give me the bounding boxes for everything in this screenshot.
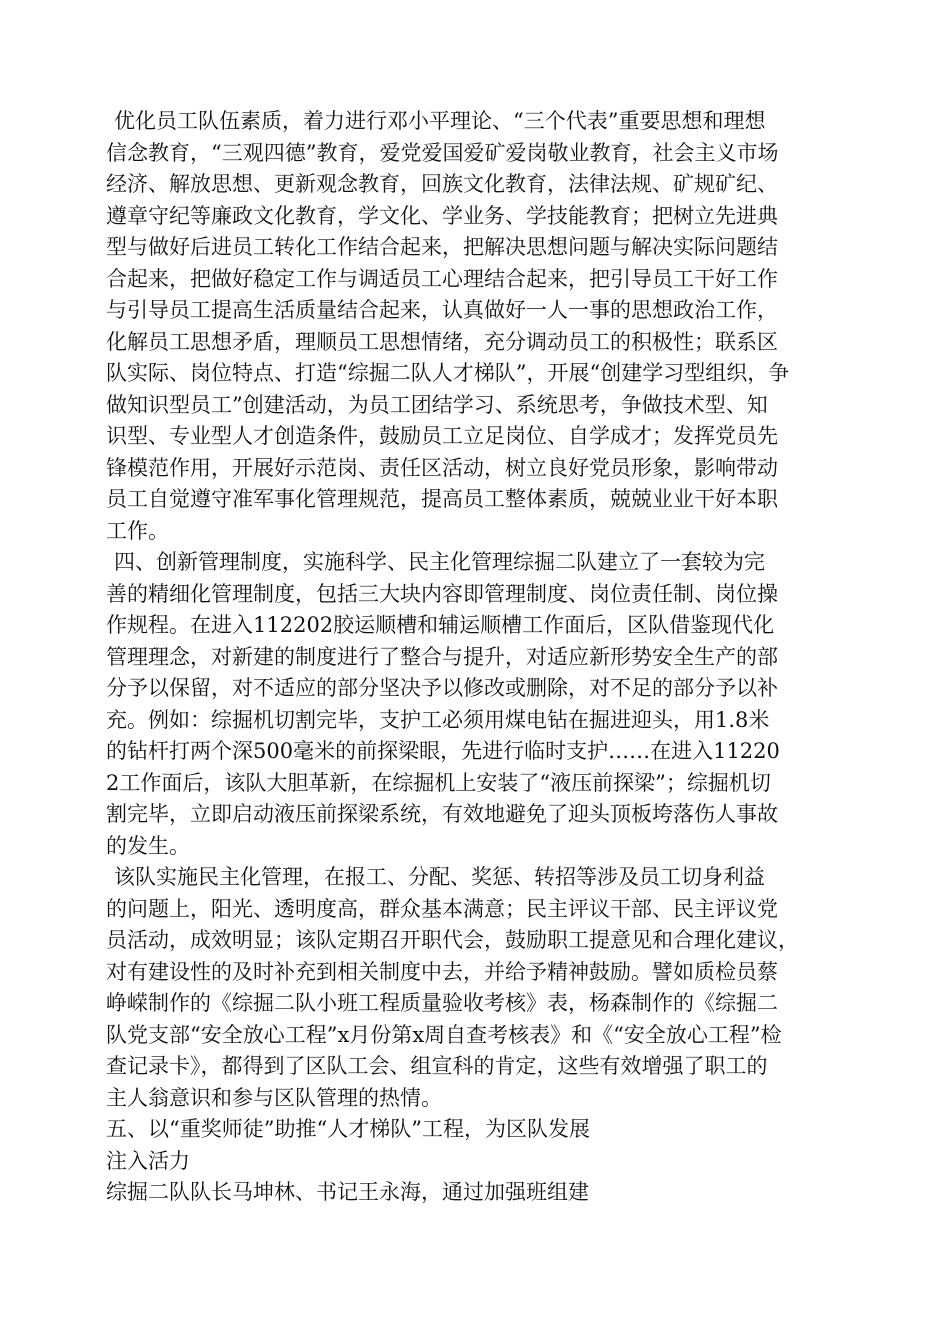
text-line: 队实际、岗位特点、打造“综掘二队人才梯队”，开展“创建学习型组织，争 [106, 361, 790, 385]
text-line: 型与做好后进员工转化工作结合起来，把解决思想问题与解决实际问题结 [106, 235, 778, 259]
text-line: 员活动，成效明显；该队定期召开职代会，鼓励职工提意见和合理化建议， [106, 928, 799, 952]
text-line: 队党支部“安全放心工程”x月份第x周自查考核表》和《“安全放心工程”检 [106, 1022, 782, 1047]
text-line: 分予以保留，对不适应的部分坚决予以修改或删除，对不足的部分予以补 [106, 676, 778, 700]
text-line: 2工作面后，该队大胆革新，在综掘机上安装了“液压前探梁”；综掘机切 [106, 770, 771, 795]
text-line: 工作。 [106, 518, 169, 543]
text-line: 主人翁意识和参与区队管理的热情。 [106, 1085, 442, 1110]
text-line: 信念教育，“三观四德”教育，爱党爱国爱矿爱岗敬业教育，社会主义市场 [106, 140, 779, 165]
text-line: 经济、解放思想、更新观念教育，回族文化教育，法律法规、矿规矿纪、 [106, 172, 778, 196]
text-line: 四、创新管理制度，实施科学、民主化管理综掘二队建立了一套较为完 [114, 550, 765, 574]
text-line: 的发生。 [106, 833, 190, 858]
text-line: 割完毕，立即启动液压前探梁系统，有效地避免了迎头顶板垮落伤人事故 [106, 802, 778, 826]
text-line: 管理理念，对新建的制度进行了整合与提升，对适应新形势安全生产的部 [106, 644, 778, 669]
text-line: 综掘二队队长马坤林、书记王永海，通过加强班组建 [106, 1180, 589, 1204]
text-line: 充。例如：综掘机切割完毕，支护工必须用煤电钻在掘进迎头，用1.8米 [106, 707, 770, 732]
text-line: 五、以“重奖师徒”助推“人才梯队”工程，为区队发展 [106, 1117, 590, 1141]
text-line: 的问题上，阳光、透明度高，群众基本满意；民主评议干部、民主评议党 [106, 896, 778, 921]
text-line: 化解员工思想矛盾，理顺员工思想情绪，充分调动员工的积极性；联系区 [106, 329, 778, 354]
text-line: 注入活力 [106, 1148, 190, 1173]
text-line: 的钻杆打两个深500毫米的前探梁眼，先进行临时支护……在进入11220 [106, 739, 780, 763]
text-line: 合起来，把做好稳定工作与调适员工心理结合起来，把引导员工干好工作 [106, 266, 778, 291]
text-line: 做知识型员工”创建活动，为员工团结学习、系统思考，争做技术型、知 [106, 392, 768, 417]
text-line: 峥嵘制作的《综掘二队小班工程质量验收考核》表，杨森制作的《综掘二 [106, 991, 778, 1015]
text-line: 员工自觉遵守准军事化管理规范，提高员工整体素质，兢兢业业干好本职 [106, 487, 778, 511]
text-line: 识型、专业型人才创造条件，鼓励员工立足岗位、自学成才；发挥党员先 [106, 424, 778, 448]
text-line: 该队实施民主化管理，在报工、分配、奖惩、转招等涉及员工切身利益 [114, 865, 765, 889]
text-line: 作规程。在进入112202胶运顺槽和辅运顺槽工作面后，区队借鉴现代化 [106, 613, 775, 637]
text-line: 查记录卡》，都得到了区队工会、组宣科的肯定，这些有效增强了职工的 [106, 1054, 768, 1078]
text-line: 遵章守纪等廉政文化教育，学文化、学业务、学技能教育；把树立先进典 [106, 203, 778, 228]
text-line: 锋模范作用，开展好示范岗、责任区活动，树立良好党员形象，影响带动 [106, 455, 778, 480]
text-line: 与引导员工提高生活质量结合起来，认真做好一人一事的思想政治工作， [106, 298, 778, 322]
text-line: 善的精细化管理制度，包括三大块内容即管理制度、岗位责任制、岗位操 [106, 581, 778, 606]
text-line: 对有建设性的及时补充到相关制度中去，并给予精神鼓励。譬如质检员蔡 [106, 959, 778, 984]
document-body [106, 106, 866, 1209]
text-line: 优化员工队伍素质，着力进行邓小平理论、“三个代表”重要思想和理想 [114, 109, 766, 133]
